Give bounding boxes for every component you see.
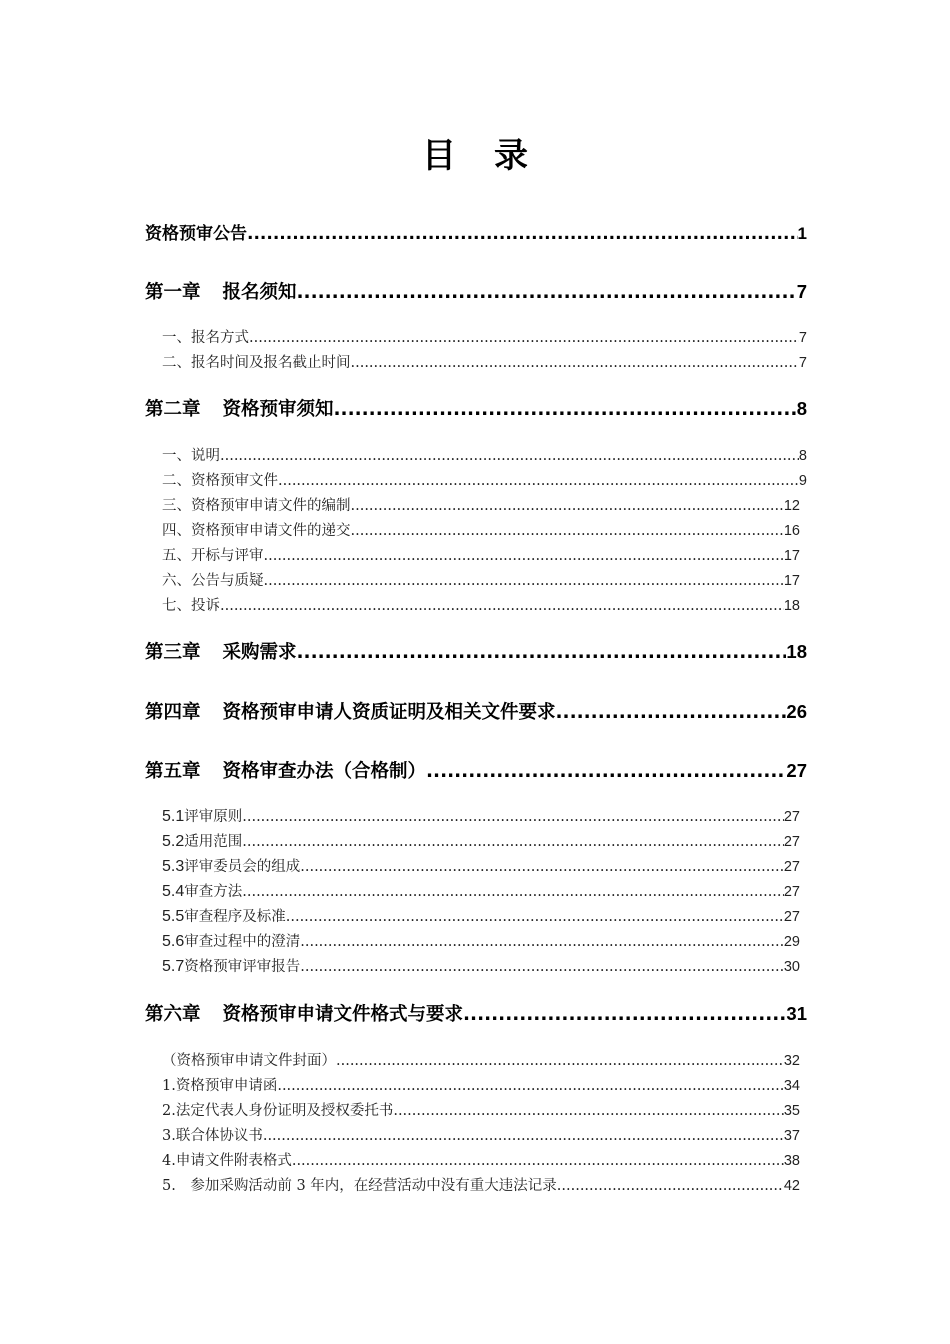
section-number: 5.5 (162, 908, 185, 925)
toc-entry-label: 二、报名时间及报名截止时间 (162, 355, 351, 371)
section-number: 5.7 (162, 958, 185, 975)
leader-dots (277, 1078, 784, 1094)
page-title-char-2: 录 (494, 136, 528, 176)
toc-page-number: 31 (786, 1003, 807, 1024)
toc-entry-chapter-4[interactable] (145, 698, 807, 724)
toc-entry-label (145, 278, 297, 304)
section-number: 5.4 (162, 883, 185, 900)
toc-entry-label (145, 395, 334, 421)
leader-dots (463, 1004, 786, 1025)
toc-entry-label: 2.法定代表人身份证明及授权委托书 (162, 1103, 394, 1119)
toc-page-number: 9 (798, 473, 807, 489)
toc-entry-label: 四、资格预审申请文件的递交 (162, 523, 351, 539)
toc-page-number: 27 (786, 760, 807, 781)
leader-dots (286, 909, 784, 925)
toc-entry-label (162, 905, 286, 926)
leader-dots (242, 834, 784, 850)
chapter-prefix: 第三章 (145, 642, 201, 663)
toc-entry-label (162, 955, 300, 976)
toc-entry-label (162, 855, 300, 876)
chapter-title: 资格预审申请文件格式与要求 (222, 1004, 464, 1025)
toc-page-number: 7 (798, 355, 807, 371)
toc-entry-label: 二、资格预审文件 (162, 473, 278, 489)
chapter-title: 资格预审须知 (222, 399, 334, 420)
toc-page-number: 42 (783, 1178, 800, 1194)
leader-dots (220, 448, 799, 464)
leader-dots (242, 884, 784, 900)
toc-page-number: 26 (786, 701, 807, 722)
section-number: 5.6 (162, 933, 185, 950)
chapter-title: 采购需求 (222, 642, 297, 663)
toc-page-number: 17 (783, 548, 800, 564)
toc-entry-6-5[interactable] (162, 1174, 800, 1195)
leader-dots (556, 702, 787, 723)
toc-entry-label (162, 930, 300, 951)
toc-entry-5-6[interactable] (162, 930, 800, 951)
toc-entry-2-6[interactable] (162, 569, 800, 590)
leader-dots (292, 1153, 784, 1169)
leader-dots (249, 330, 799, 346)
toc-page-number: 16 (783, 523, 800, 539)
toc-page-number: 27 (783, 809, 800, 825)
section-title: 评审原则 (184, 809, 243, 825)
toc-entry-1-2[interactable] (162, 351, 807, 372)
toc-entry-6-3[interactable] (162, 1124, 800, 1145)
leader-dots (426, 761, 786, 782)
toc-entry-2-2[interactable] (162, 469, 807, 490)
toc-page-number: 32 (783, 1053, 800, 1069)
toc-page-number: 29 (783, 934, 800, 950)
page-title-char-1: 目 (422, 136, 456, 176)
leader-dots (351, 523, 784, 539)
chapter-prefix: 第二章 (145, 399, 201, 420)
toc-entry-label (145, 757, 426, 783)
toc-entry-label (162, 830, 242, 851)
toc-entry-label: 一、报名方式 (162, 330, 249, 346)
section-title: 审查过程中的澄清 (184, 934, 301, 950)
toc-page-number: 30 (783, 959, 800, 975)
toc-page-number: 17 (783, 573, 800, 589)
toc-page-number: 18 (783, 598, 800, 614)
leader-dots (557, 1178, 784, 1194)
leader-dots (300, 859, 784, 875)
toc-entry-chapter-3[interactable] (145, 638, 807, 664)
toc-page-number: 35 (783, 1103, 800, 1119)
toc-entry-label (145, 1000, 463, 1026)
toc-entry-2-7[interactable] (162, 594, 800, 615)
section-title: 审查方法 (184, 884, 243, 900)
toc-entry-chapter-5[interactable] (145, 757, 807, 783)
leader-dots (247, 224, 798, 244)
leader-dots (264, 573, 784, 589)
toc-entry-2-5[interactable] (162, 544, 800, 565)
toc-entry-label (145, 698, 556, 724)
toc-entry-chapter-2[interactable] (145, 395, 807, 421)
leader-dots (334, 399, 797, 420)
toc-page-number: 18 (786, 641, 807, 662)
section-title: 资格预审评审报告 (184, 959, 301, 975)
section-number: 5.1 (162, 808, 185, 825)
toc-entry-6-4[interactable] (162, 1149, 800, 1170)
toc-entry-announcement[interactable] (145, 219, 807, 244)
chapter-prefix: 第六章 (145, 1004, 201, 1025)
toc-entry-label: 4.申请文件附表格式 (162, 1153, 292, 1169)
toc-page-number: 7 (796, 281, 807, 302)
leader-dots (351, 498, 784, 514)
toc-entry-5-2[interactable] (162, 830, 800, 851)
toc-entry-label: 五、开标与评审 (162, 548, 264, 564)
toc-page-number: 27 (783, 909, 800, 925)
leader-dots (300, 959, 784, 975)
section-title: 评审委员会的组成 (184, 859, 301, 875)
section-title: 适用范围 (184, 834, 243, 850)
section-number: 5.2 (162, 833, 185, 850)
leader-dots (297, 282, 797, 303)
chapter-prefix: 第五章 (145, 761, 201, 782)
toc-page-number: 12 (783, 498, 800, 514)
toc-entry-label (162, 805, 242, 826)
toc-entry-6-2[interactable] (162, 1099, 800, 1120)
toc-entry-1-1[interactable] (162, 326, 807, 347)
toc-entry-label: 3.联合体协议书 (162, 1128, 263, 1144)
toc-page-number: 27 (783, 834, 800, 850)
chapter-prefix: 第四章 (145, 702, 201, 723)
leader-dots (297, 642, 787, 663)
page-title (0, 128, 950, 177)
toc-entry-5-3[interactable] (162, 855, 800, 876)
toc-entry-6-1[interactable] (162, 1074, 800, 1095)
toc-entry-5-7[interactable] (162, 955, 800, 976)
toc-page-number: 8 (798, 448, 807, 464)
toc-entry-label: 1.资格预审申请函 (162, 1078, 278, 1094)
toc-entry-2-4[interactable] (162, 519, 800, 540)
leader-dots (242, 809, 784, 825)
chapter-title: 报名须知 (222, 282, 297, 303)
toc-entry-label: 七、投诉 (162, 598, 220, 614)
chapter-title: 资格预审申请人资质证明及相关文件要求 (222, 702, 556, 723)
leader-dots (336, 1053, 784, 1069)
toc-page-number: 8 (796, 398, 807, 419)
leader-dots (220, 598, 784, 614)
toc-entry-2-3[interactable] (162, 494, 800, 515)
toc-entry-chapter-6[interactable] (145, 1000, 807, 1026)
toc-entry-5-4[interactable] (162, 880, 800, 901)
toc-page-number: 37 (783, 1128, 800, 1144)
toc-entry-label (162, 880, 242, 901)
toc-entry-label: 六、公告与质疑 (162, 573, 264, 589)
chapter-prefix: 第一章 (145, 282, 201, 303)
chapter-title: 资格审查办法（合格制） (222, 761, 427, 782)
section-title: 审查程序及标准 (184, 909, 286, 925)
leader-dots (263, 1128, 784, 1144)
toc-entry-chapter-1[interactable] (145, 278, 807, 304)
toc-page-number: 7 (798, 330, 807, 346)
toc-page-number: 27 (783, 884, 800, 900)
leader-dots (351, 355, 799, 371)
leader-dots (393, 1103, 784, 1119)
toc-entry-6-0[interactable] (162, 1049, 800, 1070)
toc-entry-5-1[interactable] (162, 805, 800, 826)
section-number: 5.3 (162, 858, 185, 875)
toc-entry-5-5[interactable] (162, 905, 800, 926)
toc-page-number: 27 (783, 859, 800, 875)
toc-page-number: 34 (783, 1078, 800, 1094)
toc-entry-label: 资格预审公告 (145, 224, 247, 244)
toc-entry-label: 三、资格预审申请文件的编制 (162, 498, 351, 514)
leader-dots (264, 548, 784, 564)
toc-page-number: 38 (783, 1153, 800, 1169)
toc-entry-2-1[interactable] (162, 444, 807, 465)
leader-dots (300, 934, 784, 950)
leader-dots (278, 473, 799, 489)
toc-entry-label: （资格预审申请文件封面） (162, 1053, 336, 1069)
toc-entry-label: 5. 参加采购活动前 3 年内，在经营活动中没有重大违法记录 (162, 1178, 557, 1194)
toc-entry-label (145, 638, 297, 664)
toc-entry-label: 一、说明 (162, 448, 220, 464)
toc-page-number: 1 (797, 224, 807, 243)
